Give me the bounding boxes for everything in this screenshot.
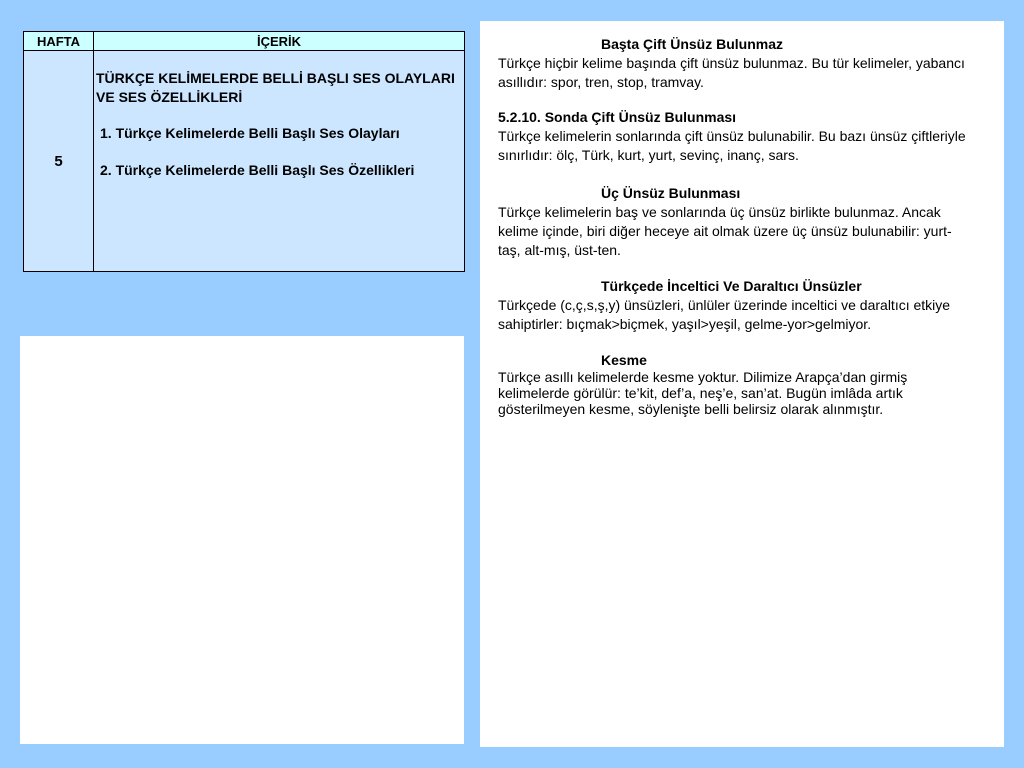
section-body: Türkçe asıllı kelimelerde kesme yoktur. Dilimize Arapça’dan girmiş kelimelerde görülür: te’kit, def’a, neş’e, san’at. Bugün imlâda artık gösterilmeyen kesme, söylenişte belli belirsiz olarak alınmıştır. [498,369,908,417]
section-body: Türkçe kelimelerin sonlarında çift ünsüz bulunabilir. Bu bazı ünsüz çiftleriyle sınırlıdır: ölç, Türk, kurt, yurt, sevinç, inanç, sars. [498,128,966,163]
header-week: HAFTA [24,32,94,51]
section-sonda-cift-unsuz [498,108,968,165]
week-content-table [23,31,465,272]
topic-title: TÜRKÇE KELİMELERDE BELLİ BAŞLI SES OLAYLARI VE SES ÖZELLİKLERİ [96,70,455,105]
section-heading: Üç Ünsüz Bulunması [601,185,741,201]
section-heading: Türkçede İnceltici Ve Daraltıcı Ünsüzler [601,278,862,294]
section-kesme [498,352,968,417]
section-heading: 5.2.10. Sonda Çift Ünsüz Bulunması [498,109,737,125]
section-heading: Başta Çift Ünsüz Bulunmaz [601,36,784,52]
content-cell [94,51,465,272]
section-basta-cift-unsuz [498,35,968,92]
section-inceltici-daraltici [498,277,968,334]
content-item-1: 1. Türkçe Kelimelerde Belli Başlı Ses Olayları [100,125,400,141]
content-item-2: 2. Türkçe Kelimelerde Belli Başlı Ses Özellikleri [100,162,415,178]
blank-white-box [20,336,464,744]
section-body: Türkçe hiçbir kelime başında çift ünsüz bulunmaz. Bu tür kelimeler, yabancı asıllıdır: spor, tren, stop, tramvay. [498,55,965,90]
week-number: 5 [24,51,94,272]
section-body: Türkçe kelimelerin baş ve sonlarında üç ünsüz birlikte bulunmaz. Ancak kelime içinde, biri diğer heceye ait olmak üzere üç ünsüz bulunabilir: yurt-taş, alt-mış, üst-ten. [498,204,952,258]
section-uc-unsuz [498,184,968,260]
section-body: Türkçede (c,ç,s,ş,y) ünsüzleri, ünlüler üzerinde inceltici ve daraltıcı etkiye sahiptirler: bıçmak>biçmek, yaşıl>yeşil, gelme-yor>gelmiyor. [498,297,951,332]
text-panel [480,21,1004,747]
header-content: İÇERİK [94,32,465,51]
section-heading: Kesme [601,352,647,368]
